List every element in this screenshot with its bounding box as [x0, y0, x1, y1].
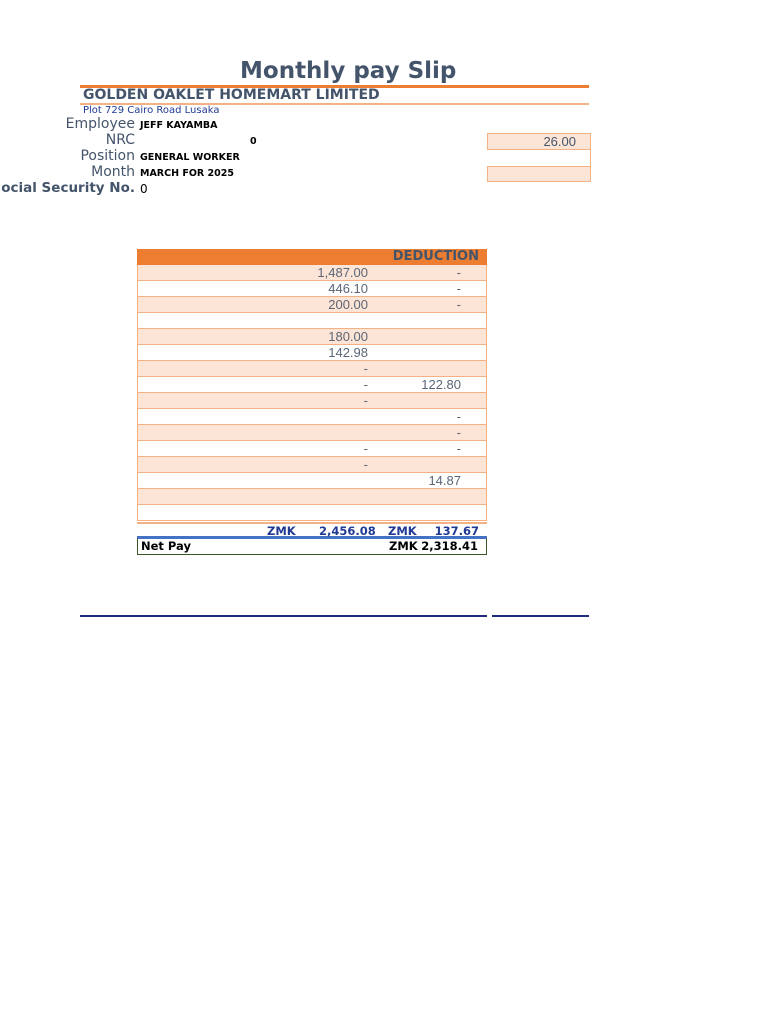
signature-line-left [80, 615, 487, 617]
table-row [137, 457, 487, 473]
deduction-cell: - [456, 441, 461, 456]
nrc-side-cell [487, 133, 591, 150]
deduction-cell: 122.80 [421, 377, 461, 392]
net-pay-label: Net Pay [141, 539, 191, 553]
deduction-cell: 14.87 [428, 473, 461, 488]
nrc-label: NRC [105, 132, 135, 148]
table-row [137, 505, 487, 521]
table-row [137, 473, 487, 489]
earning-cell: - [363, 457, 368, 472]
deduction-header: DEDUCTION [392, 249, 479, 264]
net-pay-currency: ZMK [389, 539, 418, 553]
table-row [137, 265, 487, 281]
deduction-cell: - [456, 409, 461, 424]
deduction-cell: - [456, 297, 461, 312]
month-value: MARCH FOR 2025 [140, 168, 234, 179]
table-row [137, 329, 487, 345]
position-value: GENERAL WORKER [140, 152, 240, 163]
earning-cell: 180.00 [328, 329, 368, 344]
earning-cell: - [363, 441, 368, 456]
net-pay-amount: 2,318.41 [421, 539, 478, 553]
earning-cell: 446.10 [328, 281, 368, 296]
deduction-cell: - [456, 425, 461, 440]
position-label: Position [80, 148, 135, 164]
ssn-label: ocial Security No. [1, 180, 135, 196]
table-row [137, 361, 487, 377]
deduction-cell: - [456, 281, 461, 296]
nrc-side-value: 26.00 [543, 134, 576, 149]
table-row [137, 297, 487, 313]
pay-table [137, 249, 487, 555]
page-title: Monthly pay Slip [240, 58, 457, 84]
position-side-cell [487, 150, 591, 166]
earning-cell: 1,487.00 [317, 265, 368, 280]
table-row [137, 377, 487, 393]
table-row [137, 393, 487, 409]
deduction-cell: - [456, 265, 461, 280]
table-row [137, 281, 487, 297]
totals-row [137, 522, 487, 538]
employee-label: Employee [65, 116, 135, 132]
table-row [137, 489, 487, 505]
company-address: Plot 729 Cairo Road Lusaka [83, 105, 220, 116]
table-header [137, 249, 487, 265]
table-row [137, 313, 487, 329]
earning-cell: - [363, 393, 368, 408]
employee-value: JEFF KAYAMBA [140, 120, 218, 131]
ssn-value: 0 [140, 182, 148, 196]
signature-line-right [492, 615, 589, 617]
table-row [137, 345, 487, 361]
earnings-total: 2,456.08 [319, 524, 376, 538]
totals-currency-deductions: ZMK [388, 524, 417, 538]
earning-cell: - [363, 377, 368, 392]
earning-cell: - [363, 361, 368, 376]
totals-currency-earnings: ZMK [267, 524, 296, 538]
earning-cell: 142.98 [328, 345, 368, 360]
company-name: GOLDEN OAKLET HOMEMART LIMITED [83, 87, 380, 103]
deductions-total: 137.67 [434, 524, 479, 538]
month-label: Month [91, 164, 135, 180]
nrc-value: 0 [250, 136, 257, 147]
table-row [137, 425, 487, 441]
net-pay-row [137, 538, 487, 555]
earning-cell: 200.00 [328, 297, 368, 312]
table-row [137, 441, 487, 457]
month-side-cell [487, 166, 591, 182]
table-row [137, 409, 487, 425]
